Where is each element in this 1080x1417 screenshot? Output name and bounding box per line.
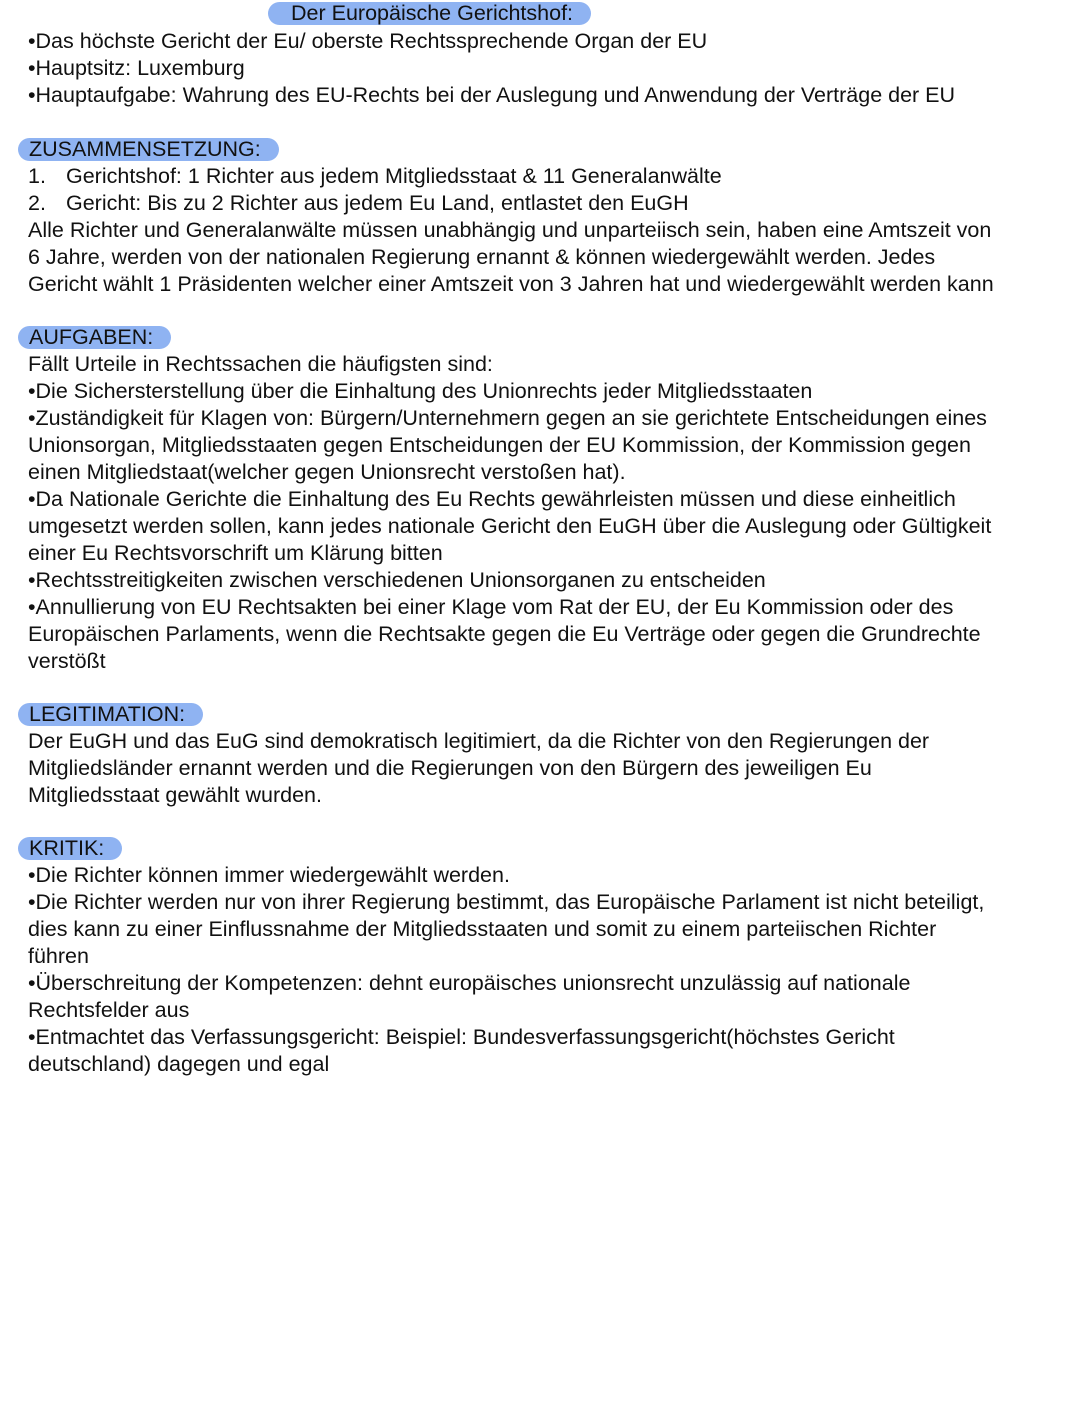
legitimation-section (18, 701, 1068, 809)
text-line: Unionsorgan, Mitgliedsstaaten gegen Entscheidungen der EU Kommission, der Kommission gegen (28, 433, 971, 457)
text-line: •Entmachtet das Verfassungsgericht: Beispiel: Bundesverfassungsgericht(höchstes Gericht (28, 1025, 895, 1049)
text-line: deutschland) dagegen und egal (28, 1052, 330, 1076)
text-line: •Annullierung von EU Rechtsakten bei einer Klage vom Rat der EU, der Eu Kommission oder des (28, 595, 954, 619)
text-line: •Die Richter werden nur von ihrer Regierung bestimmt, das Europäische Parlament ist nicht beteiligt, (28, 890, 985, 914)
text-line: Mitgliedsstaat gewählt wurden. (28, 783, 322, 807)
text-line: einer Eu Rechtsvorschrift um Klärung bitten (28, 541, 443, 565)
intro-line: •Hauptaufgabe: Wahrung des EU-Rechts bei der Auslegung und Anwendung der Verträge der EU (28, 83, 956, 107)
zusammensetzung-lines (28, 163, 1068, 298)
aufgaben-section (18, 324, 1068, 675)
intro-line: •Das höchste Gericht der Eu/ oberste Rechtssprechende Organ der EU (28, 29, 708, 53)
text-line: •Die Richter können immer wiedergewählt werden. (28, 863, 510, 887)
section-heading-row (18, 136, 1068, 163)
item-number: 2. (28, 191, 46, 215)
numbered-item (28, 163, 1068, 190)
text-line: Der EuGH und das EuG sind demokratisch legitimiert, da die Richter von den Regierungen der (28, 729, 930, 753)
text-line: Alle Richter und Generalanwälte müssen unabhängig und unparteiisch sein, haben eine Amtszeit von (28, 218, 992, 242)
section-heading: AUFGABEN: (18, 326, 171, 349)
item-text: Gerichtshof: 1 Richter aus jedem Mitgliedsstaat & 11 Generalanwälte (66, 164, 722, 188)
text-line: Mitgliedsländer ernannt werden und die Regierungen von den Bürgern des jeweiligen Eu (28, 756, 872, 780)
section-heading-row (18, 701, 1068, 728)
item-number: 1. (28, 164, 46, 188)
intro-lines (28, 28, 1068, 109)
section-heading: LEGITIMATION: (18, 703, 203, 726)
text-line: umgesetzt werden sollen, kann jedes nationale Gericht den EuGH über die Auslegung oder Gültigkeit (28, 514, 992, 538)
text-line: dies kann zu einer Einflussnahme der Mitgliedsstaaten und somit zu einem parteiischen Richter (28, 917, 937, 941)
section-heading: KRITIK: (18, 837, 122, 860)
section-heading-row (18, 835, 1068, 862)
text-line: •Die Sichersterstellung über die Einhaltung des Unionrechts jeder Mitgliedsstaaten (28, 379, 813, 403)
text-line: •Überschreitung der Kompetenzen: dehnt europäisches unionsrecht unzulässig auf nationale (28, 971, 911, 995)
numbered-item (28, 190, 1068, 217)
text-line: Europäischen Parlaments, wenn die Rechtsakte gegen die Eu Verträge oder gegen die Grundrechte (28, 622, 981, 646)
text-line: •Da Nationale Gerichte die Einhaltung des Eu Rechts gewährleisten müssen und diese einheitlich (28, 487, 956, 511)
title-row (268, 2, 591, 26)
text-line: Fällt Urteile in Rechtssachen die häufigsten sind: (28, 352, 493, 376)
text-line: Rechtsfelder aus (28, 998, 190, 1022)
section-heading-row (18, 324, 1068, 351)
text-line: einen Mitgliedstaat(welcher gegen Unionsrecht verstoßen hat). (28, 460, 626, 484)
kritik-section (18, 835, 1068, 1078)
text-line: Gericht wählt 1 Präsidenten welcher einer Amtszeit von 3 Jahren hat und wiedergewählt werden kann (28, 272, 994, 296)
text-line: •Rechtsstreitigkeiten zwischen verschiedenen Unionsorganen zu entscheiden (28, 568, 766, 592)
intro-section (18, 28, 1068, 109)
page-title: Der Europäische Gerichtshof: (268, 2, 591, 25)
legitimation-lines (28, 728, 1068, 809)
aufgaben-lines (28, 351, 1068, 675)
intro-line: •Hauptsitz: Luxemburg (28, 56, 245, 80)
text-line: •Zuständigkeit für Klagen von: Bürgern/Unternehmern gegen an sie gerichtete Entscheidungen eines (28, 406, 987, 430)
section-heading: ZUSAMMENSETZUNG: (18, 138, 279, 161)
item-text: Gericht: Bis zu 2 Richter aus jedem Eu Land, entlastet den EuGH (66, 191, 689, 215)
text-line: führen (28, 944, 89, 968)
zusammensetzung-section (18, 136, 1068, 298)
text-line: 6 Jahre, werden von der nationalen Regierung ernannt & können wiedergewählt werden. Jedes (28, 245, 936, 269)
kritik-lines (28, 862, 1068, 1078)
text-line: verstößt (28, 649, 106, 673)
